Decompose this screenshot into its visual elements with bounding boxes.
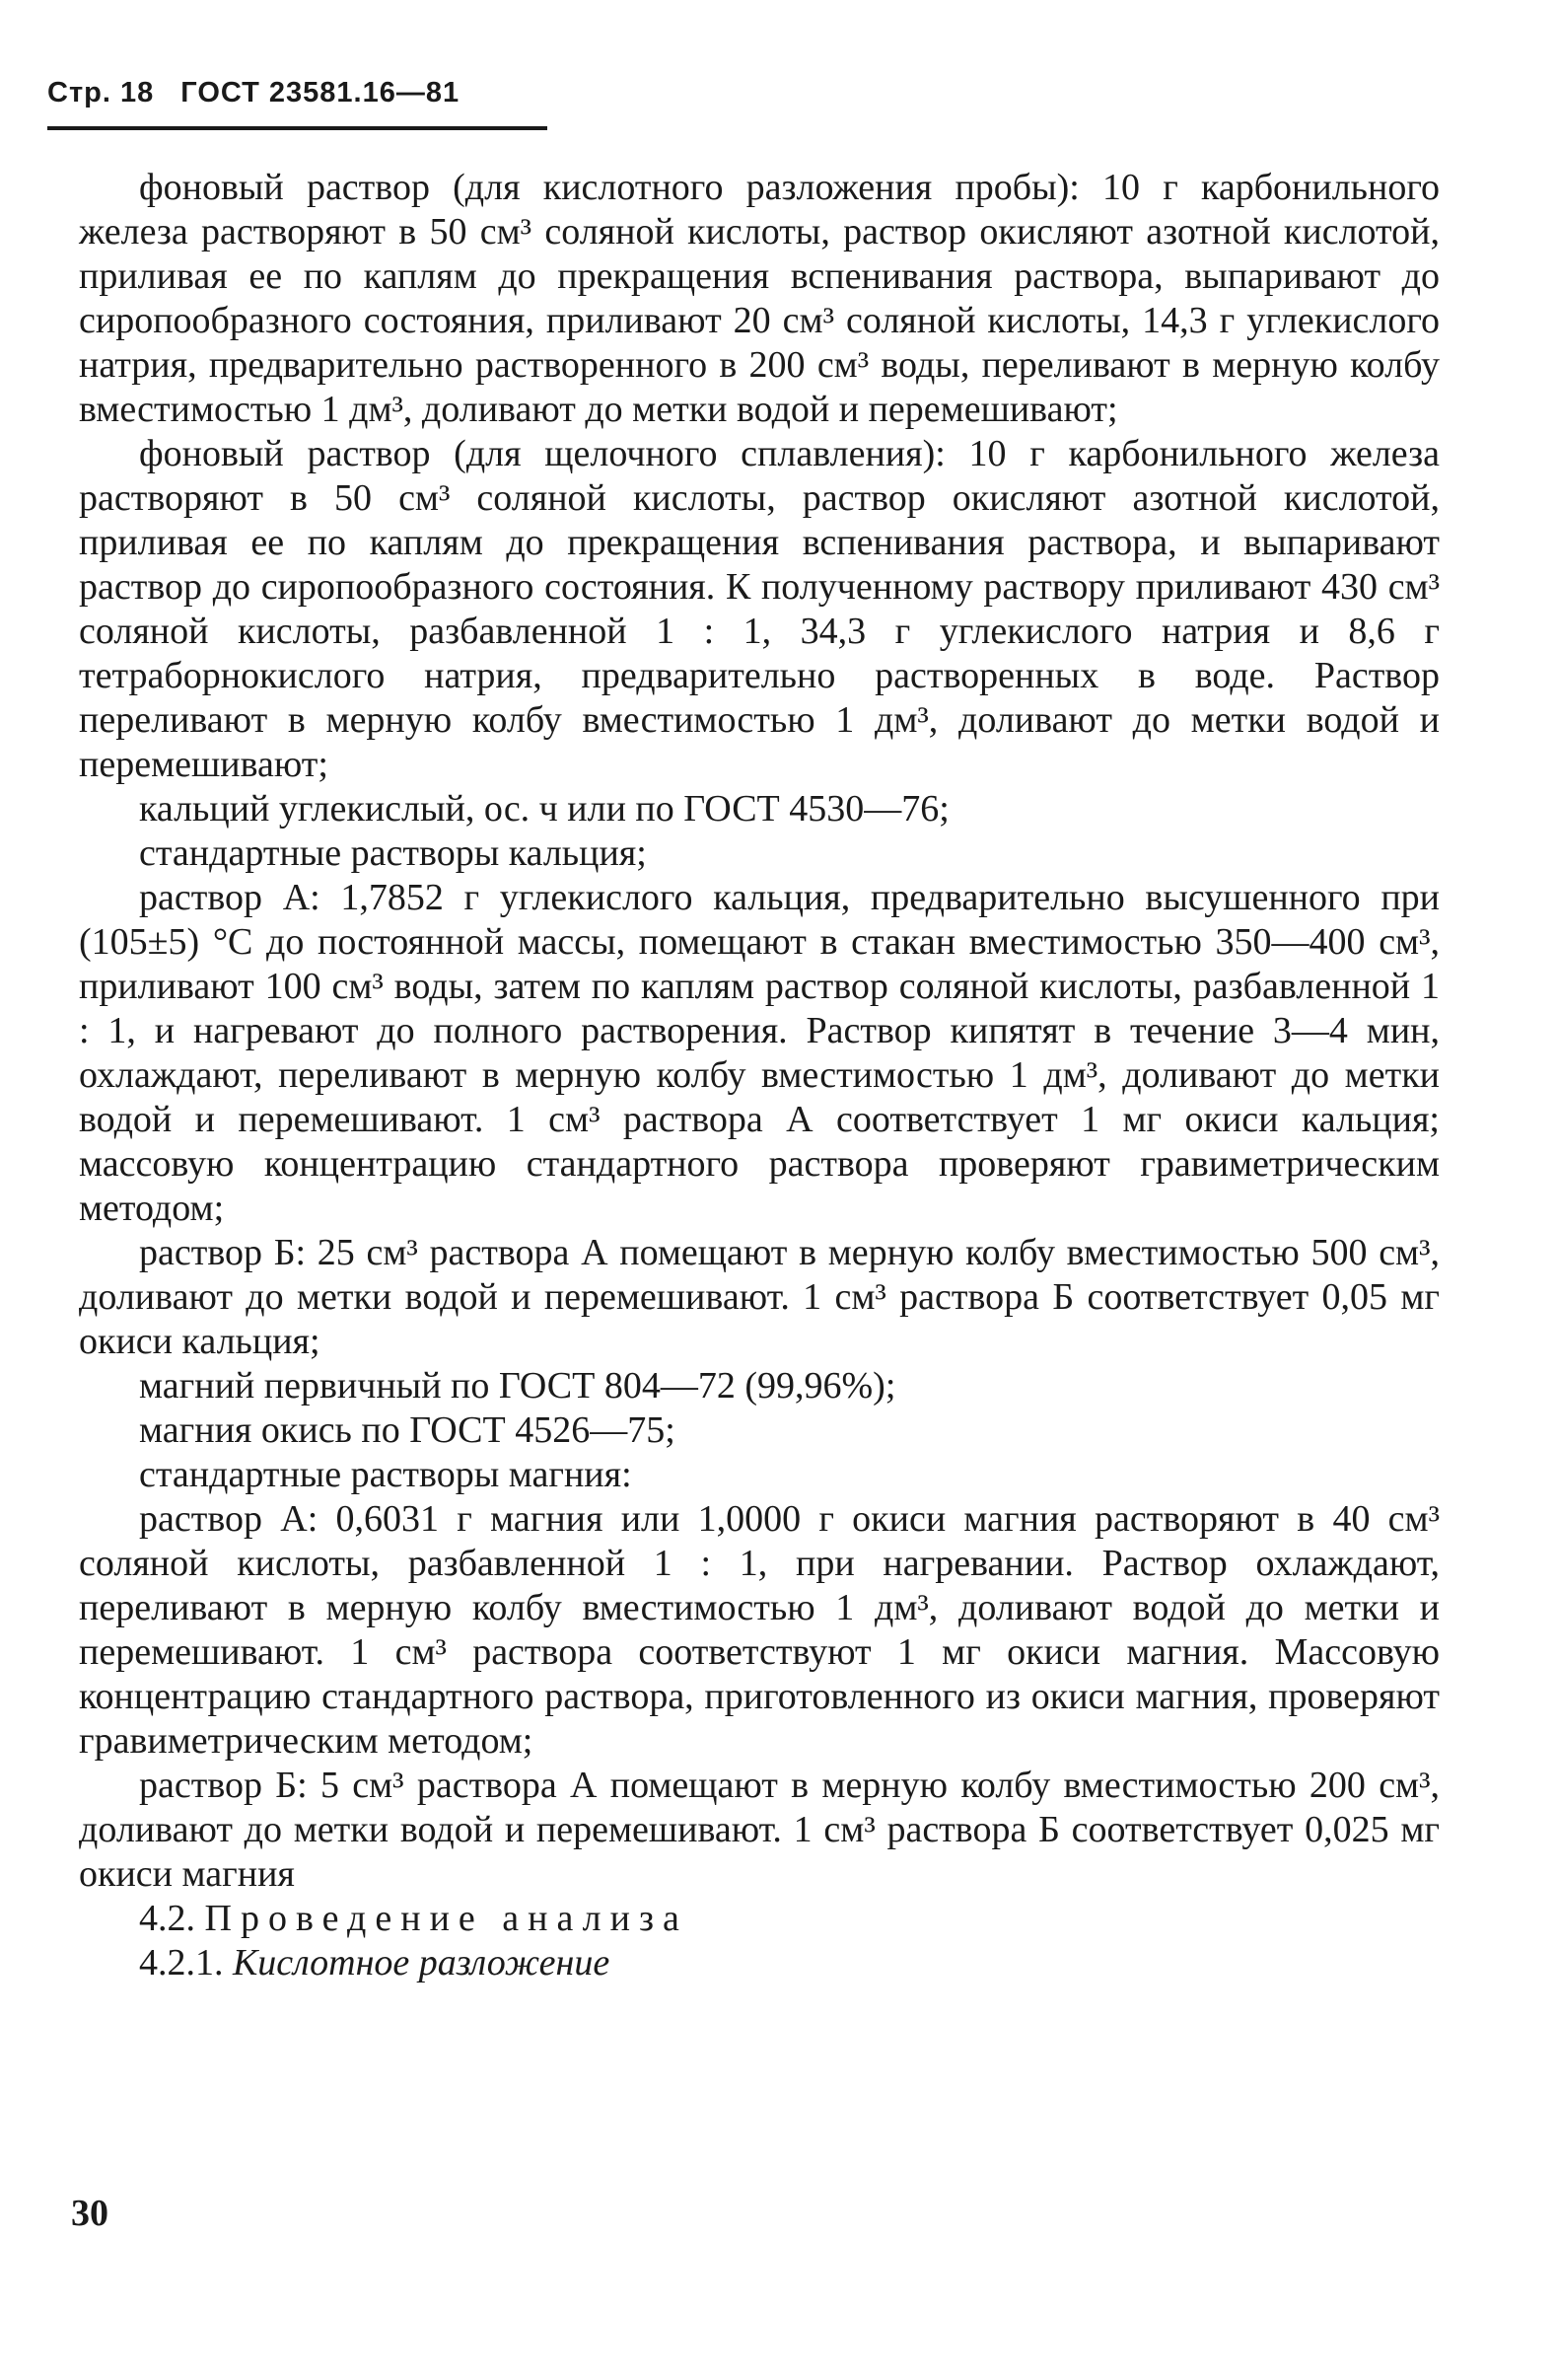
paragraph-background-solution-acid: фоновый раствор (для кислотного разложения пробы): 10 г карбонильного железа растворяют в 50 см³ соляной кислоты, раствор окисляют азотной кислотой, приливая ее по каплям до прекращения вспенивания раствора, выпаривают до сиропообразного состояния, приливают 20 см³ соляной кислоты, 14,3 г углекислого натрия, предварительно растворенного в 200 см³ воды, переливают в мерную колбу вместимостью 1 дм³, доливают до метки водой и перемешивают;	[79, 167, 1440, 430]
subsection-title: Кислотное разложение	[233, 1942, 610, 1983]
section-heading	[79, 1897, 1440, 1941]
page-label: Стр. 18	[47, 77, 155, 108]
subsection-number: 4.2.1.	[139, 1942, 224, 1983]
paragraph-magnesium-solution-a: раствор А: 0,6031 г магния или 1,0000 г окиси магния растворяют в 40 см³ соляной кислоты, разбавленной 1 : 1, при нагревании. Раствор охлаждают, переливают в мерную колбу вместимостью 1 дм³, доливают водой до метки и перемешивают. 1 см³ раствора соответствуют 1 мг окиси магния. Массовую концентрацию стандартного раствора, приготовленного из окиси магния, проверяют гравиметрическим методом;	[79, 1498, 1440, 1762]
paragraph-background-solution-alkaline: фоновый раствор (для щелочного сплавления): 10 г карбонильного железа растворяют в 50 см³ соляной кислоты, раствор окисляют азотной кислотой, приливая ее по каплям до прекращения вспенивания раствора, и выпаривают раствор до сиропообразного состояния. К полученному раствору приливают 430 см³ соляной кислоты, разбавленной 1 : 1, 34,3 г углекислого натрия и 8,6 г тетраборнокислого натрия, предварительно растворенных в воде. Раствор переливают в мерную колбу вместимостью 1 дм³, доливают до метки водой и перемешивают;	[79, 433, 1440, 785]
running-header	[47, 77, 550, 109]
paragraph-magnesium-primary: магний первичный по ГОСТ 804—72 (99,96%);	[139, 1365, 896, 1406]
page-folio: 30	[71, 2193, 108, 2234]
paragraph-calcium-carbonate: кальций углекислый, ос. ч или по ГОСТ 4530—76;	[139, 788, 950, 829]
header-rule	[47, 126, 547, 130]
paragraph-magnesium-solution-b: раствор Б: 5 см³ раствора А помещают в мерную колбу вместимостью 200 см³, доливают до метки водой и перемешивают. 1 см³ раствора Б соответствует 0,025 мг окиси магния	[79, 1765, 1440, 1895]
paragraph-calcium-standards: стандартные растворы кальция;	[139, 832, 647, 874]
paragraph-magnesium-oxide: магния окись по ГОСТ 4526—75;	[139, 1409, 675, 1451]
paragraph-magnesium-standards: стандартные растворы магния:	[139, 1454, 632, 1495]
body-text	[79, 166, 1440, 1985]
standard-number: ГОСТ 23581.16—81	[180, 77, 460, 108]
section-title: Проведение анализа	[204, 1898, 688, 1939]
paragraph-calcium-solution-b: раствор Б: 25 см³ раствора А помещают в мерную колбу вместимостью 500 см³, доливают до метки водой и перемешивают. 1 см³ раствора Б соответствует 0,05 мг окиси кальция;	[79, 1232, 1440, 1362]
paragraph-calcium-solution-a: раствор А: 1,7852 г углекислого кальция, предварительно высушенного при (105±5) °С до постоянной массы, помещают в стакан вместимостью 350—400 см³, приливают 100 см³ воды, затем по каплям раствор соляной кислоты, разбавленной 1 : 1, и нагревают до полного растворения. Раствор кипятят в течение 3—4 мин, охлаждают, переливают в мерную колбу вместимостью 1 дм³, доливают до метки водой и перемешивают. 1 см³ раствора А соответствует 1 мг окиси кальция; массовую концентрацию стандартного раствора проверяют гравиметрическим методом;	[79, 877, 1440, 1229]
subsection-heading	[79, 1941, 1440, 1985]
section-number: 4.2.	[139, 1898, 195, 1939]
